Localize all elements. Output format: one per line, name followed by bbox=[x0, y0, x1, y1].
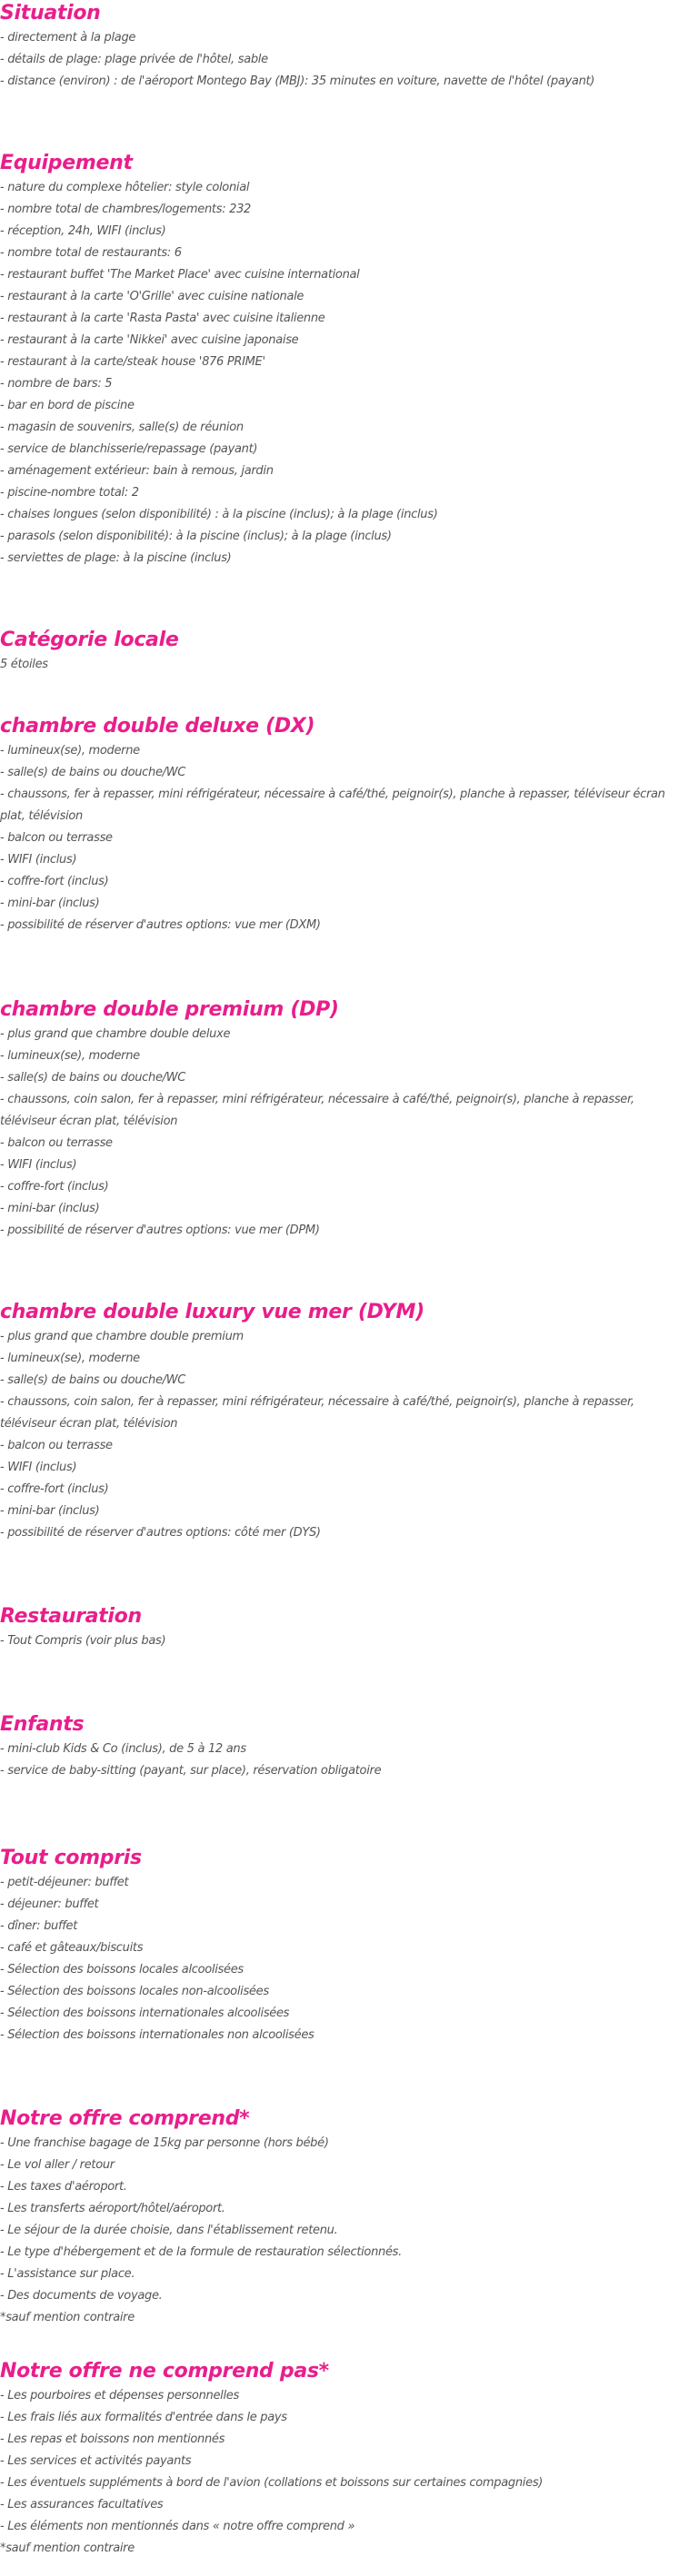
list-item: - chaussons, fer à repasser, mini réfrigérateur, nécessaire à café/thé, peignoir(s), planche à repasser, téléviseur écran plat, télévision bbox=[0, 788, 665, 823]
list-item: - mini-club Kids & Co (inclus), de 5 à 12 ans bbox=[0, 1742, 246, 1756]
list-item: - mini-bar (inclus) bbox=[0, 1504, 100, 1518]
list-item: - réception, 24h, WIFI (inclus) bbox=[0, 224, 166, 238]
dp-section bbox=[0, 996, 689, 1242]
offre-heading: Notre offre comprend* bbox=[0, 2107, 250, 2130]
list-item: - Les transferts aéroport/hôtel/aéroport. bbox=[0, 2202, 225, 2215]
list-item: - salle(s) de bains ou douche/WC bbox=[0, 1071, 186, 1085]
list-item: - balcon ou terrasse bbox=[0, 1136, 113, 1150]
list-item: - petit-déjeuner: buffet bbox=[0, 1876, 129, 1889]
dx-list bbox=[0, 740, 689, 936]
list-item: - Les assurances facultatives bbox=[0, 2498, 164, 2512]
list-item: - nombre total de restaurants: 6 bbox=[0, 246, 182, 260]
list-item: - Les taxes d'aéroport. bbox=[0, 2180, 127, 2194]
list-item: - service de blanchisserie/repassage (payant) bbox=[0, 442, 258, 456]
list-item: - coffre-fort (inclus) bbox=[0, 1180, 109, 1194]
list-item: - restaurant buffet 'The Market Place' avec cuisine international bbox=[0, 268, 360, 282]
list-item: - restaurant à la carte 'O'Grille' avec cuisine nationale bbox=[0, 290, 305, 303]
list-item: - déjeuner: buffet bbox=[0, 1897, 99, 1911]
list-item: - WIFI (inclus) bbox=[0, 853, 77, 867]
offre-list bbox=[0, 2133, 689, 2329]
list-item: - Sélection des boissons locales non-alcoolisées bbox=[0, 1985, 269, 1998]
list-item: *sauf mention contraire bbox=[0, 2311, 135, 2324]
list-item: - dîner: buffet bbox=[0, 1919, 78, 1933]
list-item: - chaises longues (selon disponibilité) : à la piscine (inclus); à la plage (inclus) bbox=[0, 508, 438, 521]
list-item: - WIFI (inclus) bbox=[0, 1158, 77, 1172]
list-item: - nombre total de chambres/logements: 232 bbox=[0, 203, 252, 216]
dym-list bbox=[0, 1326, 689, 1544]
enfants-list bbox=[0, 1739, 689, 1782]
list-item: *sauf mention contraire bbox=[0, 2541, 135, 2555]
list-item: - Le type d'hébergement et de la formule de restauration sélectionnés. bbox=[0, 2245, 402, 2259]
dym-heading: chambre double luxury vue mer (DYM) bbox=[0, 1301, 424, 1323]
situation-list bbox=[0, 27, 689, 93]
list-item: - lumineux(se), moderne bbox=[0, 1049, 140, 1063]
list-item: - L'assistance sur place. bbox=[0, 2267, 135, 2281]
list-item: - restaurant à la carte 'Nikkei' avec cuisine japonaise bbox=[0, 333, 299, 347]
list-item: - Des documents de voyage. bbox=[0, 2289, 163, 2303]
list-item: - mini-bar (inclus) bbox=[0, 897, 100, 910]
list-item: - WIFI (inclus) bbox=[0, 1461, 77, 1474]
nonoffre-section bbox=[0, 2358, 689, 2560]
list-item: - Une franchise bagage de 15kg par personne (hors bébé) bbox=[0, 2136, 329, 2150]
list-item: - possibilité de réserver d'autres options: côté mer (DYS) bbox=[0, 1526, 321, 1540]
categorie-text: 5 étoiles bbox=[0, 658, 48, 671]
toutcompris-list bbox=[0, 1872, 689, 2046]
list-item: - Sélection des boissons locales alcoolisées bbox=[0, 1963, 244, 1977]
restauration-heading: Restauration bbox=[0, 1605, 142, 1628]
list-item: - plus grand que chambre double deluxe bbox=[0, 1027, 231, 1041]
restauration-section bbox=[0, 1603, 689, 1652]
equipement-section bbox=[0, 150, 689, 570]
list-item: - Le vol aller / retour bbox=[0, 2158, 115, 2172]
list-item: - aménagement extérieur: bain à remous, jardin bbox=[0, 464, 274, 478]
restauration-text: - Tout Compris (voir plus bas) bbox=[0, 1634, 166, 1648]
enfants-section bbox=[0, 1711, 689, 1782]
nonoffre-heading: Notre offre ne comprend pas* bbox=[0, 2360, 329, 2383]
dx-heading: chambre double deluxe (DX) bbox=[0, 715, 315, 738]
equipement-heading: Equipement bbox=[0, 152, 133, 174]
categorie-heading: Catégorie locale bbox=[0, 629, 179, 651]
list-item: - restaurant à la carte/steak house '876 PRIME' bbox=[0, 355, 265, 369]
list-item: - Les repas et boissons non mentionnés bbox=[0, 2432, 225, 2446]
dp-heading: chambre double premium (DP) bbox=[0, 998, 339, 1021]
list-item: - salle(s) de bains ou douche/WC bbox=[0, 766, 186, 779]
list-item: - balcon ou terrasse bbox=[0, 1439, 113, 1452]
list-item: - Les services et activités payants bbox=[0, 2454, 192, 2468]
list-item: - magasin de souvenirs, salle(s) de réunion bbox=[0, 421, 244, 434]
list-item: - Les éventuels suppléments à bord de l'avion (collations et boissons sur certaines compagnies) bbox=[0, 2476, 544, 2490]
toutcompris-section bbox=[0, 1845, 689, 2046]
list-item: - piscine-nombre total: 2 bbox=[0, 486, 139, 500]
dp-list bbox=[0, 1024, 689, 1242]
dx-section bbox=[0, 713, 689, 936]
list-item: - distance (environ) : de l'aéroport Montego Bay (MBJ): 35 minutes en voiture, navette de l'hôtel (payant) bbox=[0, 74, 595, 88]
list-item: - mini-bar (inclus) bbox=[0, 1202, 100, 1215]
situation-heading: Situation bbox=[0, 2, 101, 25]
list-item: - directement à la plage bbox=[0, 31, 136, 45]
offre-section bbox=[0, 2105, 689, 2329]
list-item: - Sélection des boissons internationales non alcoolisées bbox=[0, 2028, 315, 2042]
list-item: - serviettes de plage: à la piscine (inclus) bbox=[0, 551, 232, 565]
list-item: - bar en bord de piscine bbox=[0, 399, 135, 412]
list-item: - nature du complexe hôtelier: style colonial bbox=[0, 181, 250, 194]
toutcompris-heading: Tout compris bbox=[0, 1847, 142, 1869]
list-item: - café et gâteaux/biscuits bbox=[0, 1941, 144, 1955]
list-item: - coffre-fort (inclus) bbox=[0, 1482, 109, 1496]
list-item: - service de baby-sitting (payant, sur place), réservation obligatoire bbox=[0, 1764, 382, 1778]
list-item: - chaussons, coin salon, fer à repasser, mini réfrigérateur, nécessaire à café/thé, peignoir(s), planche à repasser, téléviseur écran plat, télévision bbox=[0, 1093, 634, 1128]
enfants-heading: Enfants bbox=[0, 1713, 85, 1736]
nonoffre-list bbox=[0, 2385, 689, 2560]
list-item: - lumineux(se), moderne bbox=[0, 1352, 140, 1365]
list-item: - détails de plage: plage privée de l'hôtel, sable bbox=[0, 53, 268, 66]
categorie-section bbox=[0, 627, 689, 676]
list-item: - Les frais liés aux formalités d'entrée dans le pays bbox=[0, 2411, 287, 2424]
list-item: - parasols (selon disponibilité): à la piscine (inclus); à la plage (inclus) bbox=[0, 530, 392, 543]
list-item: - restaurant à la carte 'Rasta Pasta' avec cuisine italienne bbox=[0, 312, 325, 325]
situation-section bbox=[0, 0, 689, 93]
list-item: - possibilité de réserver d'autres options: vue mer (DXM) bbox=[0, 918, 321, 932]
list-item: - Sélection des boissons internationales alcoolisées bbox=[0, 2006, 290, 2020]
list-item: - chaussons, coin salon, fer à repasser, mini réfrigérateur, nécessaire à café/thé, peignoir(s), planche à repasser, téléviseur écran plat, télévision bbox=[0, 1395, 634, 1431]
list-item: - lumineux(se), moderne bbox=[0, 744, 140, 758]
list-item: - Les éléments non mentionnés dans « notre offre comprend » bbox=[0, 2520, 355, 2533]
list-item: - Les pourboires et dépenses personnelles bbox=[0, 2389, 239, 2403]
equipement-list bbox=[0, 177, 689, 570]
list-item: - nombre de bars: 5 bbox=[0, 377, 113, 391]
list-item: - balcon ou terrasse bbox=[0, 831, 113, 845]
list-item: - plus grand que chambre double premium bbox=[0, 1330, 244, 1343]
list-item: - Le séjour de la durée choisie, dans l'établissement retenu. bbox=[0, 2224, 338, 2237]
list-item: - possibilité de réserver d'autres options: vue mer (DPM) bbox=[0, 1224, 320, 1237]
list-item: - salle(s) de bains ou douche/WC bbox=[0, 1373, 186, 1387]
dym-section bbox=[0, 1299, 689, 1544]
list-item: - coffre-fort (inclus) bbox=[0, 875, 109, 888]
